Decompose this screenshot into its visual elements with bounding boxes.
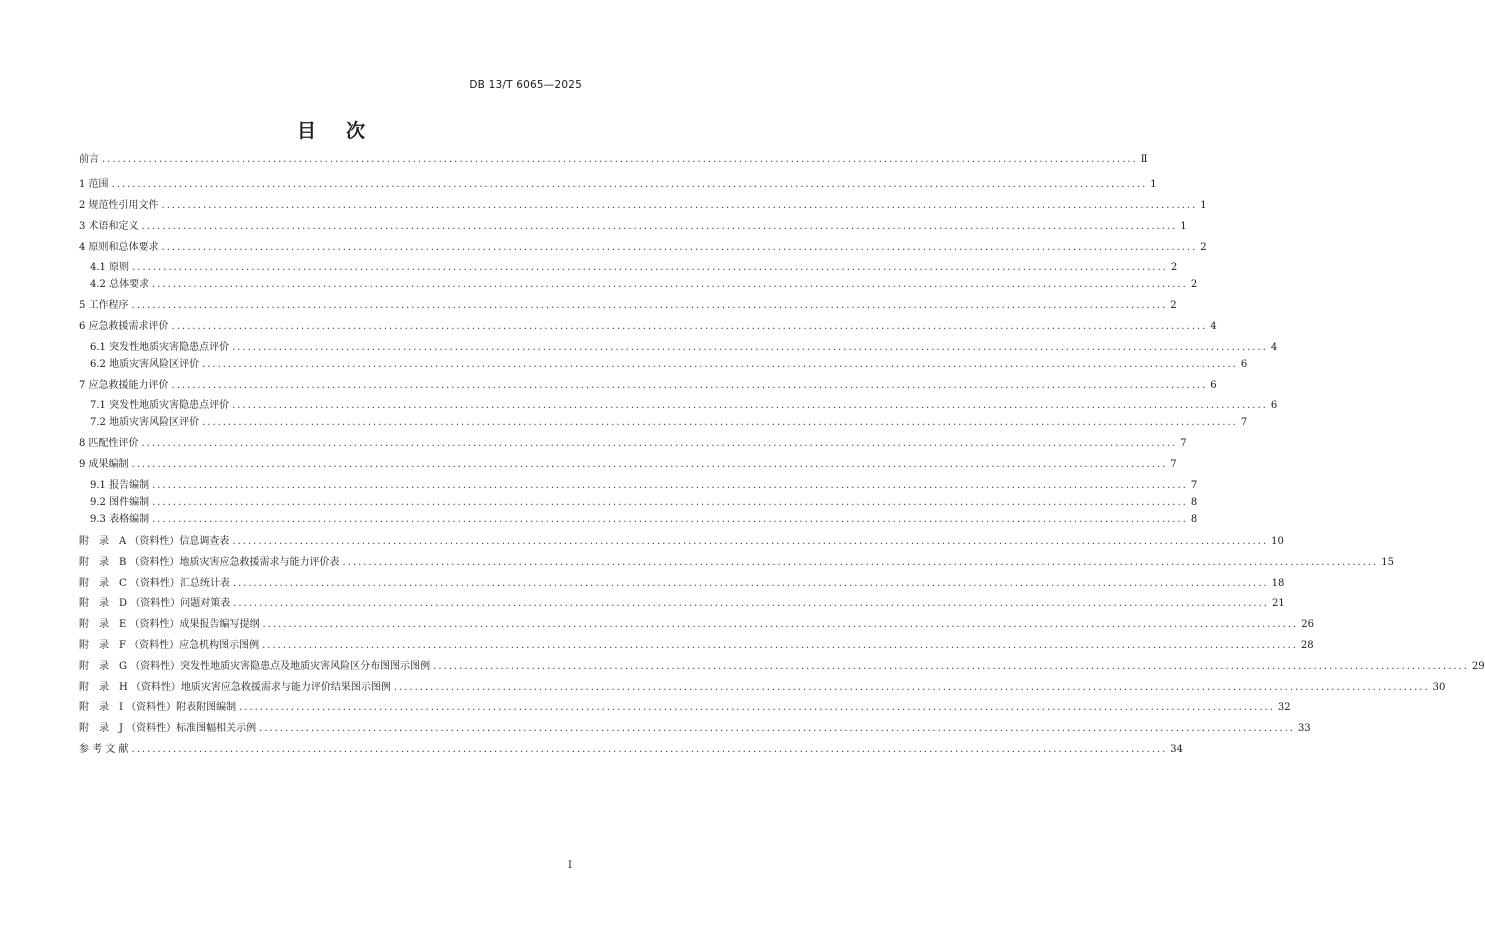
toc-entry-page: 30 xyxy=(1432,682,1446,693)
toc-entry-page: 10 xyxy=(1271,536,1284,547)
toc-leader-dots: ........................................................................................................................................................................................................ xyxy=(393,682,1430,693)
toc-entry-label: 6.1 突发性地质灾害隐患点评价 xyxy=(90,342,230,353)
toc-entry-label: 4.2 总体要求 xyxy=(90,279,150,290)
toc-entry-label: 附 录 I （资料性）附表附图编制 xyxy=(79,702,237,713)
toc-entry-label: 4 原则和总体要求 xyxy=(79,242,159,253)
toc-entry-label: 附 录 E （资料性）成果报告编写提纲 xyxy=(79,619,260,630)
toc-entry-label: 7.2 地质灾害风险区评价 xyxy=(90,417,200,428)
toc-leader-dots: ........................................................................................................................................................................................................ xyxy=(202,359,1238,370)
toc-entry-label: 6.2 地质灾害风险区评价 xyxy=(90,359,200,370)
toc-entry-appendix-e[interactable] xyxy=(79,616,1314,634)
toc-leader-dots: ........................................................................................................................................................................................................ xyxy=(152,279,1188,290)
toc-entry-page: 6 xyxy=(1270,400,1278,411)
toc-entry-appendix-c[interactable] xyxy=(79,575,1285,593)
toc-entry-7-1[interactable] xyxy=(90,397,1278,415)
toc-entry-page: 4 xyxy=(1210,321,1217,332)
toc-entry-page: Ⅱ xyxy=(1140,154,1148,165)
page-number-footer: I xyxy=(568,860,572,871)
toc-entry-label: 2 规范性引用文件 xyxy=(79,200,159,211)
toc-entry-6[interactable] xyxy=(79,318,1217,336)
toc-entry-3[interactable] xyxy=(79,218,1187,236)
toc-entry-page: 29 xyxy=(1471,661,1485,672)
toc-entry-page: 8 xyxy=(1190,514,1198,525)
toc-entry-label: 7.1 突发性地质灾害隐患点评价 xyxy=(90,400,230,411)
toc-entry-7[interactable] xyxy=(79,377,1217,395)
toc-entry-label: 9.3 表格编制 xyxy=(90,514,150,525)
toc-entry-page: 7 xyxy=(1240,417,1248,428)
toc-entry-appendix-b[interactable] xyxy=(79,554,1395,572)
toc-entry-appendix-j[interactable] xyxy=(79,720,1311,738)
toc-leader-dots: ........................................................................................................................................................................................................ xyxy=(232,536,1269,547)
toc-entry-page: 2 xyxy=(1200,242,1207,253)
toc-entry-8[interactable] xyxy=(79,435,1187,453)
toc-entry-label: 附 录 H （资料性）地质灾害应急救援需求与能力评价结果图示图例 xyxy=(79,682,391,693)
toc-entry-page: 18 xyxy=(1271,578,1285,589)
toc-leader-dots: ........................................................................................................................................................................................................ xyxy=(202,417,1238,428)
toc-leader-dots: ........................................................................................................................................................................................................ xyxy=(232,578,1269,589)
toc-entry-label: 9 成果编制 xyxy=(79,459,129,470)
toc-leader-dots: ........................................................................................................................................................................................................ xyxy=(102,154,1138,165)
toc-entry-label: 附 录 C （资料性）汇总统计表 xyxy=(79,578,230,589)
toc-entry-label: 5 工作程序 xyxy=(79,300,129,311)
toc-leader-dots: ........................................................................................................................................................................................................ xyxy=(232,400,1268,411)
toc-entry-4[interactable] xyxy=(79,239,1207,257)
toc-entry-1[interactable] xyxy=(79,176,1157,194)
toc-entry-label: 附 录 F （资料性）应急机构图示图例 xyxy=(79,640,260,651)
toc-entry-label: 参 考 文 献 xyxy=(79,744,129,755)
toc-entry-label: 前言 xyxy=(79,154,99,165)
toc-entry-label: 8 匹配性评价 xyxy=(79,438,139,449)
toc-entry-4-2[interactable] xyxy=(90,276,1198,294)
toc-entry-label: 4.1 原则 xyxy=(90,262,130,273)
toc-leader-dots: ........................................................................................................................................................................................................ xyxy=(433,661,1469,672)
toc-entry-9-3[interactable] xyxy=(90,511,1198,529)
toc-leader-dots: ........................................................................................................................................................................................................ xyxy=(259,723,1295,734)
toc-entry-4-1[interactable] xyxy=(90,259,1178,277)
toc-entry-page: 33 xyxy=(1297,723,1311,734)
toc-leader-dots: ........................................................................................................................................................................................................ xyxy=(141,438,1178,449)
toc-entry-page: 2 xyxy=(1190,279,1198,290)
toc-entry-label: 9.1 报告编制 xyxy=(90,480,150,491)
toc-entry-page: 1 xyxy=(1150,179,1157,190)
toc-leader-dots: ........................................................................................................................................................................................................ xyxy=(171,380,1208,391)
toc-title: 目次 xyxy=(296,120,395,142)
toc-entry-appendix-h[interactable] xyxy=(79,679,1446,697)
toc-entry-label: 1 范围 xyxy=(79,179,109,190)
toc-entry-9-2[interactable] xyxy=(90,494,1198,512)
toc-entry-appendix-d[interactable] xyxy=(79,595,1285,613)
toc-entry-appendix-i[interactable] xyxy=(79,699,1291,717)
toc-entry-label: 附 录 J （资料性）标准图幅相关示例 xyxy=(79,723,257,734)
toc-leader-dots: ........................................................................................................................................................................................................ xyxy=(161,242,1198,253)
toc-entry-page: 1 xyxy=(1180,221,1187,232)
toc-entry-page: 7 xyxy=(1180,438,1187,449)
document-header-code: DB 13/T 6065—2025 xyxy=(469,79,582,91)
toc-entry-page: 32 xyxy=(1277,702,1291,713)
toc-entry-7-2[interactable] xyxy=(90,414,1248,432)
toc-entry-appendix-f[interactable] xyxy=(79,637,1314,655)
toc-entry-page: 8 xyxy=(1190,497,1198,508)
toc-entry-2[interactable] xyxy=(79,197,1207,215)
toc-entry-appendix-a[interactable] xyxy=(79,533,1284,551)
toc-entry-page: 7 xyxy=(1170,459,1177,470)
toc-leader-dots: ........................................................................................................................................................................................................ xyxy=(161,200,1198,211)
toc-entry-page: 7 xyxy=(1190,480,1198,491)
toc-leader-dots: ........................................................................................................................................................................................................ xyxy=(262,619,1299,630)
toc-leader-dots: ........................................................................................................................................................................................................ xyxy=(342,557,1379,568)
toc-entry-label: 3 术语和定义 xyxy=(79,221,139,232)
toc-leader-dots: ........................................................................................................................................................................................................ xyxy=(152,497,1188,508)
toc-entry-6-2[interactable] xyxy=(90,356,1248,374)
toc-entry-references[interactable] xyxy=(79,741,1184,759)
toc-leader-dots: ........................................................................................................................................................................................................ xyxy=(152,480,1188,491)
toc-entry-appendix-g[interactable] xyxy=(79,658,1485,676)
toc-entry-label: 附 录 D （资料性）问题对策表 xyxy=(79,598,231,609)
toc-entry-label: 7 应急救援能力评价 xyxy=(79,380,169,391)
toc-entry-label: 附 录 G （资料性）突发性地质灾害隐患点及地质灾害风险区分布图图示图例 xyxy=(79,661,431,672)
toc-leader-dots: ........................................................................................................................................................................................................ xyxy=(233,598,1269,609)
toc-leader-dots: ........................................................................................................................................................................................................ xyxy=(232,342,1268,353)
toc-leader-dots: ........................................................................................................................................................................................................ xyxy=(131,744,1168,755)
toc-entry-page: 28 xyxy=(1300,640,1314,651)
toc-entry-page: 1 xyxy=(1200,200,1207,211)
toc-entry-page: 2 xyxy=(1170,262,1178,273)
toc-entry-label: 附 录 B （资料性）地质灾害应急救援需求与能力评价表 xyxy=(79,557,340,568)
toc-entry-6-1[interactable] xyxy=(90,339,1278,357)
toc-entry-foreword[interactable] xyxy=(79,151,1148,169)
toc-leader-dots: ........................................................................................................................................................................................................ xyxy=(239,702,1275,713)
toc-leader-dots: ........................................................................................................................................................................................................ xyxy=(131,459,1168,470)
toc-leader-dots: ........................................................................................................................................................................................................ xyxy=(111,179,1148,190)
toc-entry-label: 6 应急救援需求评价 xyxy=(79,321,169,332)
toc-entry-page: 2 xyxy=(1170,300,1177,311)
toc-entry-5[interactable] xyxy=(79,297,1177,315)
toc-entry-page: 26 xyxy=(1301,619,1314,630)
toc-leader-dots: ........................................................................................................................................................................................................ xyxy=(152,514,1188,525)
toc-entry-page: 34 xyxy=(1170,744,1184,755)
toc-entry-page: 6 xyxy=(1210,380,1217,391)
toc-leader-dots: ........................................................................................................................................................................................................ xyxy=(171,321,1208,332)
toc-entry-9[interactable] xyxy=(79,456,1177,474)
toc-entry-9-1[interactable] xyxy=(90,477,1198,495)
toc-entry-page: 4 xyxy=(1270,342,1278,353)
toc-leader-dots: ........................................................................................................................................................................................................ xyxy=(131,300,1168,311)
toc-entry-page: 6 xyxy=(1240,359,1248,370)
toc-entry-page: 21 xyxy=(1271,598,1285,609)
toc-leader-dots: ........................................................................................................................................................................................................ xyxy=(132,262,1168,273)
toc-entry-page: 15 xyxy=(1381,557,1395,568)
toc-entry-label: 附 录 A （资料性）信息调查表 xyxy=(79,536,230,547)
toc-leader-dots: ........................................................................................................................................................................................................ xyxy=(141,221,1178,232)
toc-leader-dots: ........................................................................................................................................................................................................ xyxy=(262,640,1298,651)
toc-entry-label: 9.2 图件编制 xyxy=(90,497,150,508)
